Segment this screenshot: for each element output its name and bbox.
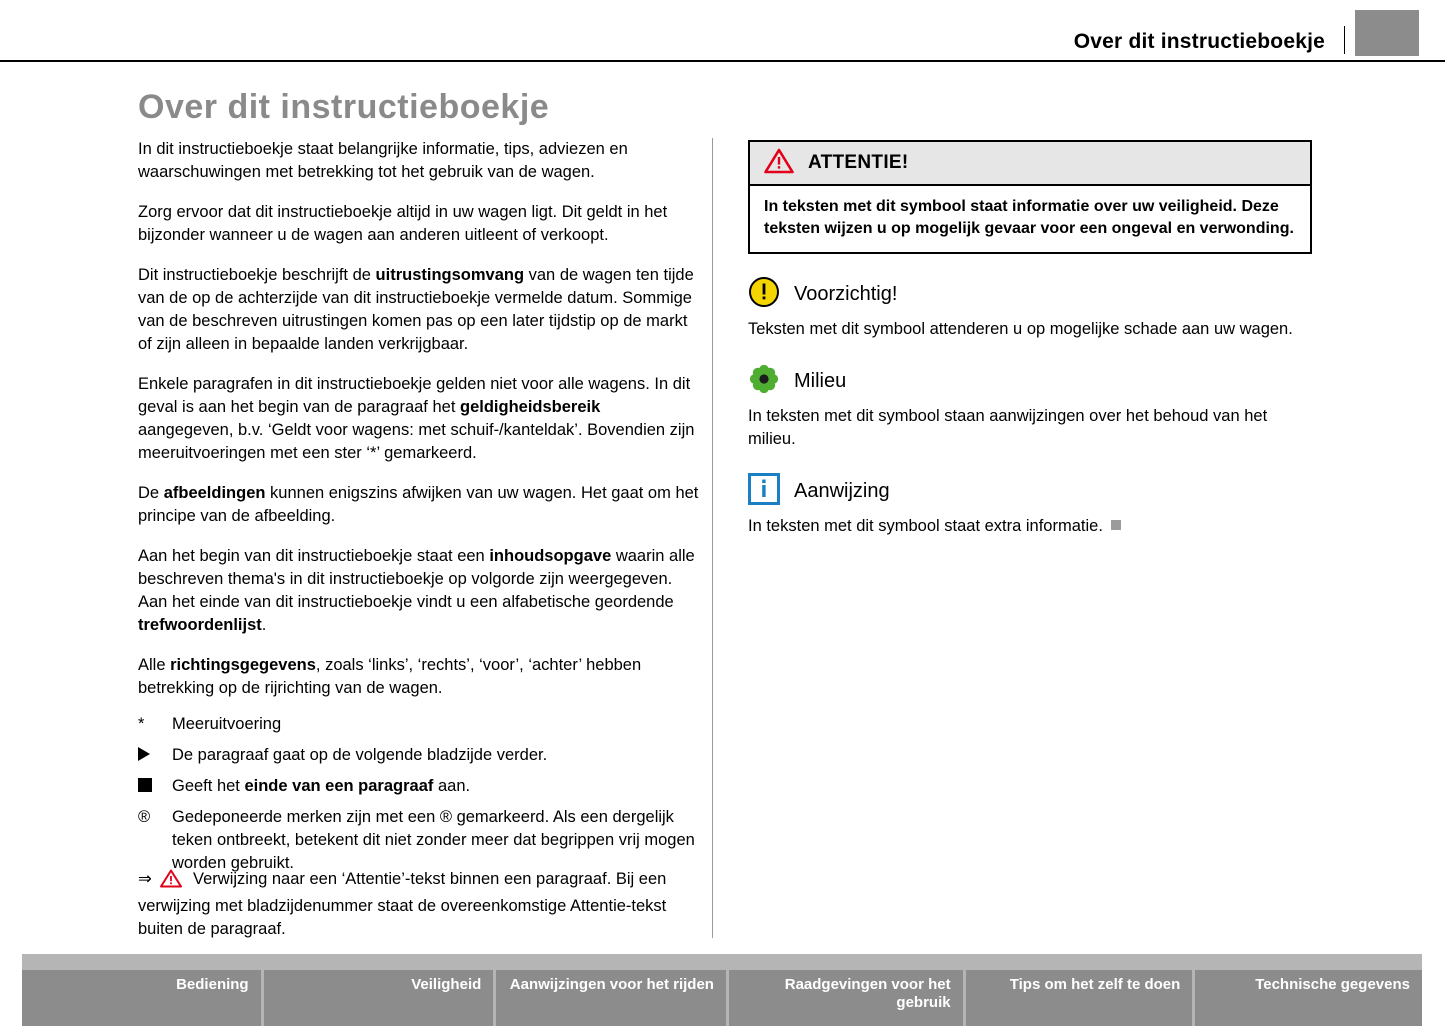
paragraph-5 — [138, 482, 700, 528]
milieu-header — [748, 363, 1316, 399]
symbol-legend-list — [138, 713, 703, 883]
paragraph-6-pre: Aan het begin van dit instructieboekje staat een — [138, 547, 490, 565]
paragraph-7-bold: richtingsgegevens — [170, 656, 316, 674]
voorzichtig-label: Voorzichtig! — [794, 282, 898, 305]
attentie-body: In teksten met dit symbool staat informatie over uw veiligheid. Deze teksten wijzen u op mogelijk gevaar voor een ongeval en verwonding. — [764, 198, 1294, 237]
paragraph-6-bold: inhoudsopgave — [489, 547, 612, 565]
attentie-title: ATTENTIE! — [808, 152, 909, 173]
footer-tab-bediening[interactable]: Bediening — [22, 970, 261, 1026]
milieu-block — [748, 363, 1316, 451]
header-corner-tab — [1355, 10, 1419, 56]
paragraph-5-bold: afbeeldingen — [163, 484, 266, 502]
aanwijzing-body-text: In teksten met dit symbool staat extra informatie. — [748, 517, 1103, 535]
paragraph-4-post: aangegeven, b.v. ‘Geldt voor wagens: met schuif-/kanteldak’. Bovendien zijn meeruitvoeringen met een ster ‘*’ gemarkeerd. — [138, 421, 695, 462]
list-item-label-post: aan. — [433, 777, 471, 795]
list-item — [138, 713, 703, 736]
voorzichtig-body: Teksten met dit symbool attenderen u op mogelijke schade aan uw wagen. — [748, 320, 1293, 338]
paragraph-5-pre: De — [138, 484, 164, 502]
paragraph-3 — [138, 264, 700, 356]
paragraph-3-post: van de wagen ten tijde van de op de achterzijde van dit instructieboekje vermelde datum. Sommige van de beschreven uitrustingen komen pas op een later tijdstip op de markt of zijn alleen in bepaalde landen verkrijgbaar. — [138, 266, 694, 353]
paragraph-1: In dit instructieboekje staat belangrijke informatie, tips, adviezen en waarschuwingen met betrekking tot het gebruik van de wagen. — [138, 140, 628, 181]
footer — [0, 954, 1445, 1026]
aanwijzing-body — [748, 515, 1316, 538]
paragraph-2: Zorg ervoor dat dit instructieboekje altijd in uw wagen ligt. Dit geldt in het bijzonder wanneer u de wagen aan anderen uitleent of verkoopt. — [138, 203, 668, 244]
footer-tab-technische-gegevens[interactable]: Technische gegevens — [1195, 970, 1422, 1026]
list-item-label-bold: einde van een paragraaf — [244, 777, 434, 795]
paragraph-7 — [138, 654, 700, 700]
paragraph-4-bold: geldigheidsbereik — [459, 398, 601, 416]
warning-triangle-icon — [764, 148, 794, 179]
asterisk-icon: * — [138, 715, 145, 733]
voorzichtig-block — [748, 276, 1316, 341]
left-column — [138, 138, 700, 717]
paragraph-5-post: kunnen enigszins afwijken van uw wagen. Het gaat om het principe van de afbeelding. — [138, 484, 699, 525]
aanwijzing-label: Aanwijzing — [794, 479, 890, 502]
paragraph-7-post: , zoals ‘links’, ‘rechts’, ‘voor’, ‘achter’ hebben betrekking op de rijrichting van de wagen. — [138, 656, 642, 697]
footer-tab-bar[interactable] — [22, 970, 1422, 1026]
paragraph-3-bold: uitrustingsomvang — [375, 266, 525, 284]
double-arrow-icon: ⇒ — [138, 870, 152, 888]
milieu-body: In teksten met dit symbool staan aanwijzingen over het behoud van het milieu. — [748, 407, 1268, 448]
footer-tab-tips-om-het-zelf-te-doen[interactable]: Tips om het zelf te doen — [966, 970, 1193, 1026]
cross-reference-note — [138, 868, 703, 941]
milieu-label: Milieu — [794, 369, 847, 392]
info-i-icon — [748, 473, 780, 510]
warning-triangle-icon — [160, 869, 182, 895]
registered-trademark-icon: ® — [138, 808, 151, 826]
paragraph-6-bold2: trefwoordenlijst — [138, 616, 262, 634]
triangle-right-icon — [138, 744, 172, 767]
attentie-header — [750, 142, 1310, 186]
cross-reference-note-text: Verwijzing naar een ‘Attentie’-tekst binnen een paragraaf. Bij een verwijzing met bladzijdenummer staat de overeenkomstige Attentie-tekst buiten de paragraaf. — [138, 870, 667, 938]
page-header — [0, 0, 1445, 60]
right-column — [748, 140, 1316, 538]
aanwijzing-header — [748, 473, 1316, 509]
list-item — [138, 775, 703, 798]
black-square-icon — [138, 775, 172, 798]
caution-circle-icon — [748, 276, 780, 313]
list-item-label: Gedeponeerde merken zijn met een ® gemarkeerd. Als een dergelijk teken ontbreekt, betekent dit niet zonder meer dat begrippen vrij mogen worden gebruikt. — [172, 808, 695, 872]
list-item-label: Meeruitvoering — [172, 715, 282, 733]
voorzichtig-header — [748, 276, 1316, 312]
attentie-box — [748, 140, 1312, 254]
footer-tab-veiligheid[interactable]: Veiligheid — [264, 970, 494, 1026]
header-title: Over dit instructieboekje — [1073, 30, 1325, 53]
list-item-label-pre: Geeft het — [172, 777, 245, 795]
footer-tab-raadgevingen-voor-het-gebruik[interactable]: Raadgevingen voor het gebruik — [729, 970, 963, 1026]
list-item — [138, 806, 703, 875]
footer-tab-aanwijzingen-voor-het-rijden[interactable]: Aanwijzingen voor het rijden — [496, 970, 726, 1026]
paragraph-3-pre: Dit instructieboekje beschrijft de — [138, 266, 376, 284]
column-divider — [712, 138, 713, 938]
page-title: Over dit instructieboekje — [138, 88, 550, 126]
aanwijzing-block — [748, 473, 1316, 538]
list-item — [138, 744, 703, 767]
paragraph-4-pre: Enkele paragrafen in dit instructieboekje gelden niet voor alle wagens. In dit geval is aan het begin van de paragraaf het — [138, 375, 691, 416]
list-item-label — [172, 775, 703, 798]
environment-flower-icon — [748, 363, 780, 400]
paragraph-4 — [138, 373, 700, 465]
paragraph-7-pre: Alle — [138, 656, 171, 674]
end-of-paragraph-icon — [1111, 520, 1121, 530]
header-rule — [0, 60, 1445, 62]
paragraph-6-mid: waarin alle beschreven thema's in dit instructieboekje op volgorde zijn weergegeven. Aan het einde van dit instructieboekje vindt u een alfabetische geordende — [138, 547, 695, 611]
header-divider — [1344, 26, 1345, 54]
list-item-label: De paragraaf gaat op de volgende bladzijde verder. — [172, 746, 548, 764]
paragraph-6-post: . — [261, 616, 267, 634]
paragraph-6 — [138, 545, 700, 637]
